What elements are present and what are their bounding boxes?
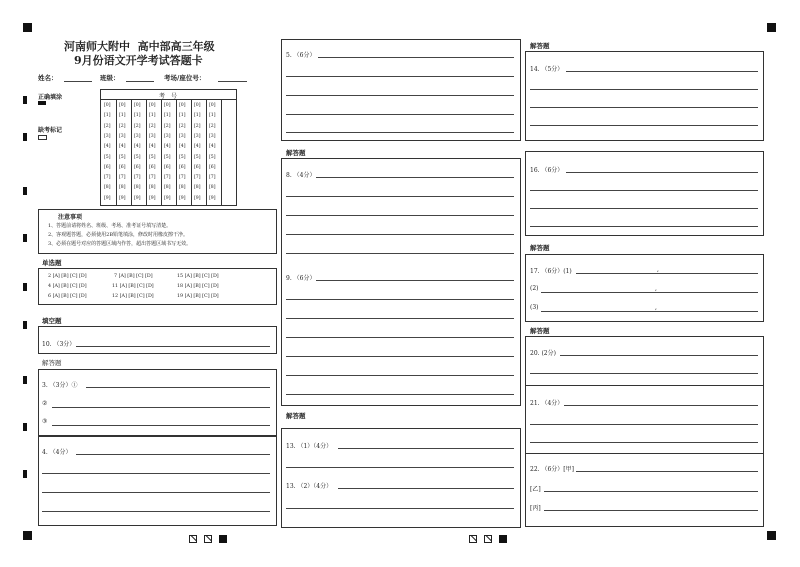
exam-number-bubble[interactable]: [7] (104, 175, 111, 181)
q17a-answer-line[interactable] (576, 273, 758, 274)
q22c-label: [丙] (530, 505, 541, 512)
exam-number-bubble[interactable]: [6] (119, 164, 126, 170)
exam-number-bubble[interactable]: [2] (194, 123, 201, 129)
q22b-answer-line[interactable] (544, 491, 758, 492)
notice-item: 2、客观题答题，必须使用2B铅笔填涂，修改时用橡皮擦干净。 (48, 232, 189, 238)
name-label: 姓名： (38, 74, 58, 82)
corner-mark-bl (23, 531, 32, 540)
timing-mark (23, 133, 27, 141)
exam-number-bubble[interactable]: [9] (134, 195, 141, 201)
exam-number-bubble[interactable]: [1] (179, 113, 186, 119)
exam-number-bubble[interactable]: [3] (164, 133, 171, 139)
exam-number-bubble[interactable]: [1] (194, 113, 201, 119)
col3-section-title-2: 解答题 (530, 244, 550, 252)
q5-answer-line[interactable] (286, 132, 514, 133)
mc-row[interactable]: 7 [A] [B] [C] [D] (114, 274, 153, 279)
q5-label: 5. （6分） (286, 52, 316, 59)
timing-mark (23, 423, 27, 431)
timing-mark (23, 96, 27, 104)
q9-answer-line[interactable] (316, 280, 514, 281)
exam-number-bubble[interactable]: [6] (209, 164, 216, 170)
exam-number-bubble[interactable]: [9] (194, 195, 201, 201)
exam-number-bubble[interactable]: [2] (149, 123, 156, 129)
exam-number-bubble[interactable]: [6] (104, 164, 111, 170)
exam-number-bubble[interactable]: [5] (179, 154, 186, 160)
exam-number-bubble[interactable]: [5] (134, 154, 141, 160)
q9-answer-line[interactable] (286, 394, 514, 395)
exam-number-bubble[interactable]: [8] (179, 185, 186, 191)
q4-answer-line[interactable] (42, 511, 270, 512)
exam-number-bubble[interactable]: [6] (164, 164, 171, 170)
exam-number-bubble[interactable]: [0] (119, 103, 126, 108)
exam-number-bubble[interactable]: [0] (104, 103, 111, 108)
exam-number-bubble[interactable]: [1] (209, 113, 216, 119)
exam-number-bubble[interactable]: [7] (194, 175, 201, 181)
q3c-answer-line[interactable] (52, 425, 270, 426)
exam-number-bubble[interactable]: [7] (134, 175, 141, 181)
q5-answer-line[interactable] (286, 95, 514, 96)
exam-number-bubble[interactable]: [4] (134, 144, 141, 150)
exam-number-bubble[interactable]: [3] (179, 133, 186, 139)
absent-mark-label: 缺考标记 (38, 127, 63, 134)
q4-label: 4. （4分） (42, 449, 72, 456)
exam-number-bubble[interactable]: [1] (104, 113, 111, 119)
exam-number-bubble[interactable]: [0] (164, 103, 171, 108)
q13b-label: 13. （2）（4分） (286, 483, 333, 490)
exam-number-bubble[interactable]: [1] (119, 113, 126, 119)
q4-answer-line[interactable] (42, 492, 270, 493)
exam-number-bubble[interactable]: [0] (134, 103, 141, 108)
q22a-label: 22. （6分）[甲] (530, 466, 574, 473)
q9-answer-line[interactable] (286, 375, 514, 376)
q10-label: 10. （3分） (42, 341, 76, 348)
q3b-label: ② (42, 400, 48, 407)
exam-number-bubble[interactable]: [9] (104, 195, 111, 201)
exam-number-bubble[interactable]: [3] (194, 133, 201, 139)
q14-answer-line[interactable] (530, 125, 758, 126)
exam-title: 9月份语文开学考试答题卡 (74, 54, 203, 67)
exam-number-bubble[interactable]: [8] (104, 185, 111, 191)
exam-number-bubble[interactable]: [7] (179, 175, 186, 181)
q5-box (281, 39, 521, 141)
slash-box-icon (189, 535, 197, 543)
q16-label: 16. （6分） (530, 167, 564, 174)
q16-box (525, 151, 764, 236)
timing-mark (23, 187, 27, 195)
q5-answer-line[interactable] (318, 57, 514, 58)
q8-label: 8. （4分） (286, 172, 316, 179)
q3b-answer-line[interactable] (52, 407, 270, 408)
exam-number-bubble[interactable]: [7] (209, 175, 216, 181)
school-title: 河南师大附中 高中部高三年级 (64, 40, 215, 53)
exam-number-bubble[interactable]: [7] (149, 175, 156, 181)
mc-row[interactable]: 19 [A] [B] [C] [D] (177, 294, 219, 299)
exam-number-bubble[interactable]: [9] (179, 195, 186, 201)
exam-number-bubble[interactable]: [0] (194, 103, 201, 108)
q16-answer-line[interactable] (566, 172, 758, 173)
q16-answer-line[interactable] (530, 190, 758, 191)
q17b-answer-line[interactable] (541, 292, 758, 293)
exam-number-bubble[interactable]: [8] (119, 185, 126, 191)
q4-answer-line[interactable] (76, 454, 270, 455)
q8-answer-line[interactable] (286, 253, 514, 254)
col3-section-title: 解答题 (530, 42, 550, 50)
q13a-answer-line[interactable] (286, 467, 514, 468)
exam-number-bubble[interactable]: [3] (104, 133, 111, 139)
exam-number-bubble[interactable]: [6] (194, 164, 201, 170)
q5-answer-line[interactable] (286, 114, 514, 115)
q20-answer-line[interactable] (530, 373, 758, 374)
room-label: 考场/座位号： (164, 74, 206, 82)
q3-answer-line[interactable] (86, 387, 270, 388)
exam-number-bubble[interactable]: [1] (134, 113, 141, 119)
q20-q22-box (525, 336, 764, 527)
q8-answer-line[interactable] (286, 196, 514, 197)
mc-row[interactable]: 4 [A] [B] [C] [D] (48, 284, 87, 289)
correct-fill-sample (38, 101, 46, 105)
q13a-label: 13. （1）（4分） (286, 443, 333, 450)
q3-label: 3. （3分）① (42, 382, 78, 389)
exam-number-bubble[interactable]: [9] (164, 195, 171, 201)
q8-answer-line[interactable] (286, 234, 514, 235)
q8-answer-line[interactable] (286, 215, 514, 216)
exam-number-bubble[interactable]: [5] (104, 154, 111, 160)
class-label: 班级： (100, 74, 120, 82)
q20-answer-line[interactable] (560, 355, 758, 356)
q14-label: 14. （5分） (530, 66, 564, 73)
mc-row[interactable]: 6 [A] [B] [C] [D] (48, 294, 87, 299)
exam-number-bubble[interactable]: [2] (134, 123, 141, 129)
q16-answer-line[interactable] (530, 226, 758, 227)
notice-title: 注意事项 (58, 214, 83, 221)
exam-number-bubble[interactable]: [4] (164, 144, 171, 150)
corner-mark-tl (23, 23, 32, 32)
name-field[interactable] (64, 81, 92, 82)
exam-number-bubble[interactable]: [7] (119, 175, 126, 181)
q20-label: 20. (2分) (530, 350, 556, 357)
q9-answer-line[interactable] (286, 337, 514, 338)
col2-section-title: 解答题 (286, 149, 306, 157)
timing-mark (23, 234, 27, 242)
exam-number-bubble[interactable]: [8] (164, 185, 171, 191)
mc-row[interactable]: 18 [A] [B] [C] [D] (177, 284, 219, 289)
q5-answer-line[interactable] (286, 76, 514, 77)
q13a-answer-line[interactable] (338, 448, 514, 449)
slash-box-icon (204, 535, 212, 543)
q3c-label: ③ (42, 418, 48, 425)
exam-number-bubble[interactable]: [8] (209, 185, 216, 191)
timing-mark (23, 376, 27, 384)
exam-number-bubble[interactable]: [8] (149, 185, 156, 191)
corner-mark-br (767, 531, 776, 540)
exam-number-bubble[interactable]: [4] (179, 144, 186, 150)
q22b-label: [乙] (530, 486, 541, 493)
mc-row[interactable]: 12 [A] [B] [C] [D] (112, 294, 154, 299)
exam-number-bubble[interactable]: [5] (149, 154, 156, 160)
exam-number-bubble[interactable]: [7] (164, 175, 171, 181)
q9-answer-line[interactable] (286, 356, 514, 357)
absent-mark-box[interactable] (38, 135, 47, 140)
exam-number-bubble[interactable]: [5] (209, 154, 216, 160)
q17-comma: , (655, 304, 657, 311)
exam-number-bubble[interactable]: [8] (134, 185, 141, 191)
exam-number-bubble[interactable]: [9] (149, 195, 156, 201)
exam-number-bubble[interactable]: [2] (104, 123, 111, 129)
fill-section-title: 填空题 (42, 317, 62, 325)
q9-answer-line[interactable] (286, 318, 514, 319)
q16-answer-line[interactable] (530, 208, 758, 209)
exam-number-bubble[interactable]: [2] (164, 123, 171, 129)
q21-answer-line[interactable] (530, 442, 758, 443)
q14-answer-line[interactable] (530, 89, 758, 90)
exam-number-bubble[interactable]: [9] (209, 195, 216, 201)
q4-answer-line[interactable] (42, 473, 270, 474)
exam-number-bubble[interactable]: [5] (164, 154, 171, 160)
q10-answer-line[interactable] (76, 346, 270, 347)
notice-item: 1、答题前请将姓名、班级、考场、准考证号填写清楚。 (48, 223, 172, 229)
q22a-answer-line[interactable] (576, 471, 758, 472)
exam-number-bubble[interactable]: [3] (209, 133, 216, 139)
filled-box-icon (219, 535, 227, 543)
exam-number-bubble[interactable]: [4] (149, 144, 156, 150)
exam-number-bubble[interactable]: [0] (209, 103, 216, 108)
exam-number-bubble[interactable]: [6] (134, 164, 141, 170)
q14-answer-line[interactable] (530, 107, 758, 108)
q17c-answer-line[interactable] (541, 311, 758, 312)
class-field[interactable] (126, 81, 154, 82)
slash-box-icon (469, 535, 477, 543)
exam-number-bubble[interactable]: [8] (194, 185, 201, 191)
mc-section-title: 单选题 (42, 259, 62, 267)
exam-number-bubble[interactable]: [5] (119, 154, 126, 160)
exam-number-bubble[interactable]: [0] (149, 103, 156, 108)
q9-answer-line[interactable] (286, 299, 514, 300)
q17a-label: 17. （6分）(1) (530, 268, 572, 275)
q22c-answer-line[interactable] (544, 510, 758, 511)
exam-number-bubble[interactable]: [1] (164, 113, 171, 119)
q17b-label: (2) (530, 285, 539, 292)
exam-number-bubble[interactable]: [6] (149, 164, 156, 170)
corner-mark-tr (767, 23, 776, 32)
room-field[interactable] (218, 81, 247, 82)
q9-label: 9. （6分） (286, 275, 316, 282)
mc-row[interactable]: 2 [A] [B] [C] [D] (48, 274, 87, 279)
exam-number-grid (100, 89, 237, 206)
q14-answer-line[interactable] (566, 71, 758, 72)
q4-box (38, 436, 277, 526)
q8-answer-line[interactable] (316, 177, 514, 178)
q17-comma: , (657, 266, 659, 273)
exam-number-bubble[interactable]: [4] (104, 144, 111, 150)
exam-number-title: 考 号 (159, 93, 178, 100)
correct-fill-label: 正确填涂 (38, 94, 63, 101)
exam-number-bubble[interactable]: [1] (149, 113, 156, 119)
mc-row[interactable]: 11 [A] [B] [C] [D] (112, 284, 154, 289)
q21-label: 21. （4分） (530, 400, 564, 407)
exam-number-bubble[interactable]: [9] (119, 195, 126, 201)
q13b-answer-line[interactable] (338, 488, 514, 489)
timing-mark (23, 470, 27, 478)
exam-number-bubble[interactable]: [4] (194, 144, 201, 150)
exam-number-bubble[interactable]: [2] (179, 123, 186, 129)
exam-number-bubble[interactable]: [0] (179, 103, 186, 108)
notice-item: 3、必须在题号对应的答题区域内作答，超出答题区域书写无效。 (48, 241, 192, 247)
q17c-label: (3) (530, 304, 539, 311)
exam-number-bubble[interactable]: [4] (209, 144, 216, 150)
col3-section-title-3: 解答题 (530, 327, 550, 335)
q21-answer-line[interactable] (564, 405, 758, 406)
exam-number-bubble[interactable]: [2] (119, 123, 126, 129)
slash-box-icon (484, 535, 492, 543)
timing-mark (23, 283, 27, 291)
exam-number-bubble[interactable]: [4] (119, 144, 126, 150)
q13b-answer-line[interactable] (286, 508, 514, 509)
exam-number-bubble[interactable]: [2] (209, 123, 216, 129)
answer-section-title: 解答题 (42, 359, 62, 367)
filled-box-icon (499, 535, 507, 543)
exam-number-bubble[interactable]: [3] (119, 133, 126, 139)
col2-section-title-2: 解答题 (286, 412, 306, 420)
exam-number-bubble[interactable]: [3] (134, 133, 141, 139)
exam-number-bubble[interactable]: [5] (194, 154, 201, 160)
q21-answer-line[interactable] (530, 424, 758, 425)
mc-row[interactable]: 15 [A] [B] [C] [D] (177, 274, 219, 279)
exam-number-bubble[interactable]: [6] (179, 164, 186, 170)
q17-comma: , (655, 285, 657, 292)
exam-number-bubble[interactable]: [3] (149, 133, 156, 139)
timing-mark (23, 321, 27, 329)
